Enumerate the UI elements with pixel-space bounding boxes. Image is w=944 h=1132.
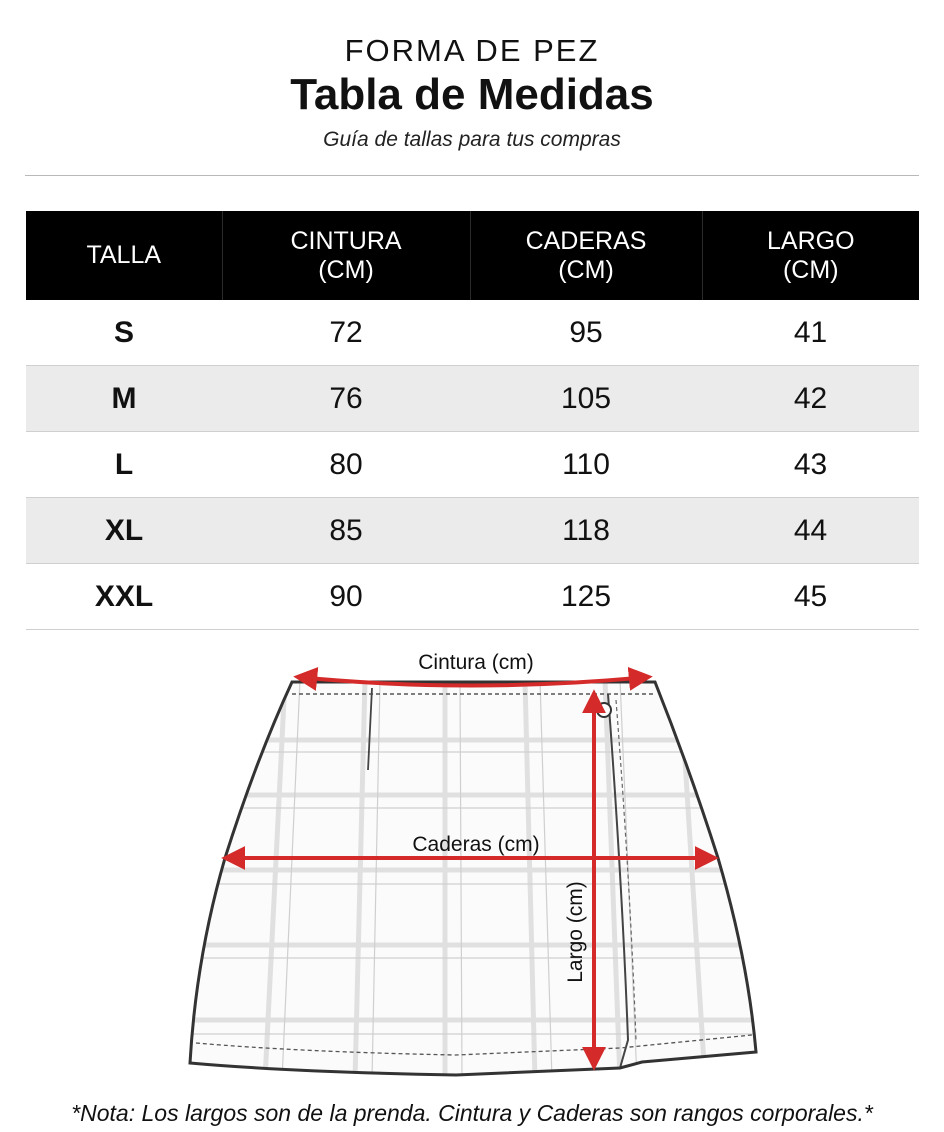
caderas-cell: 110 bbox=[470, 432, 702, 498]
caderas-cell: 118 bbox=[470, 498, 702, 564]
table-row bbox=[26, 564, 919, 630]
header-divider bbox=[25, 175, 919, 176]
largo-cell: 45 bbox=[702, 564, 919, 630]
size-cell: XXL bbox=[26, 564, 222, 630]
caderas-cell: 105 bbox=[470, 366, 702, 432]
cintura-cell: 72 bbox=[222, 300, 470, 366]
size-table bbox=[26, 211, 919, 630]
largo-cell: 41 bbox=[702, 300, 919, 366]
cintura-cell: 76 bbox=[222, 366, 470, 432]
page-subtitle: Guía de tallas para tus compras bbox=[323, 128, 621, 151]
table-header-row bbox=[26, 211, 919, 300]
largo-cell: 42 bbox=[702, 366, 919, 432]
caderas-cell: 95 bbox=[470, 300, 702, 366]
hip-label: Caderas (cm) bbox=[412, 833, 540, 856]
size-cell: M bbox=[26, 366, 222, 432]
largo-cell: 43 bbox=[702, 432, 919, 498]
cintura-cell: 80 bbox=[222, 432, 470, 498]
footer-note: *Nota: Los largos son de la prenda. Cintura y Caderas son rangos corporales.* bbox=[71, 1100, 873, 1126]
brand-name: FORMA DE PEZ bbox=[344, 33, 600, 68]
length-label: Largo (cm) bbox=[564, 881, 587, 983]
size-cell: L bbox=[26, 432, 222, 498]
table-row bbox=[26, 300, 919, 366]
table-row bbox=[26, 432, 919, 498]
caderas-cell: 125 bbox=[470, 564, 702, 630]
header-talla: TALLA bbox=[26, 211, 222, 300]
header-caderas: CADERAS (CM) bbox=[470, 211, 702, 300]
cintura-cell: 85 bbox=[222, 498, 470, 564]
largo-cell: 44 bbox=[702, 498, 919, 564]
size-cell: XL bbox=[26, 498, 222, 564]
header-largo: LARGO (CM) bbox=[702, 211, 919, 300]
skirt-diagram bbox=[0, 640, 944, 1090]
cintura-cell: 90 bbox=[222, 564, 470, 630]
table-row bbox=[26, 498, 919, 564]
header-cintura: CINTURA (CM) bbox=[222, 211, 470, 300]
page-title: Tabla de Medidas bbox=[290, 70, 654, 119]
skirt-illustration bbox=[150, 680, 800, 1080]
table-row bbox=[26, 366, 919, 432]
size-cell: S bbox=[26, 300, 222, 366]
header bbox=[0, 32, 944, 156]
waist-label: Cintura (cm) bbox=[418, 651, 534, 674]
